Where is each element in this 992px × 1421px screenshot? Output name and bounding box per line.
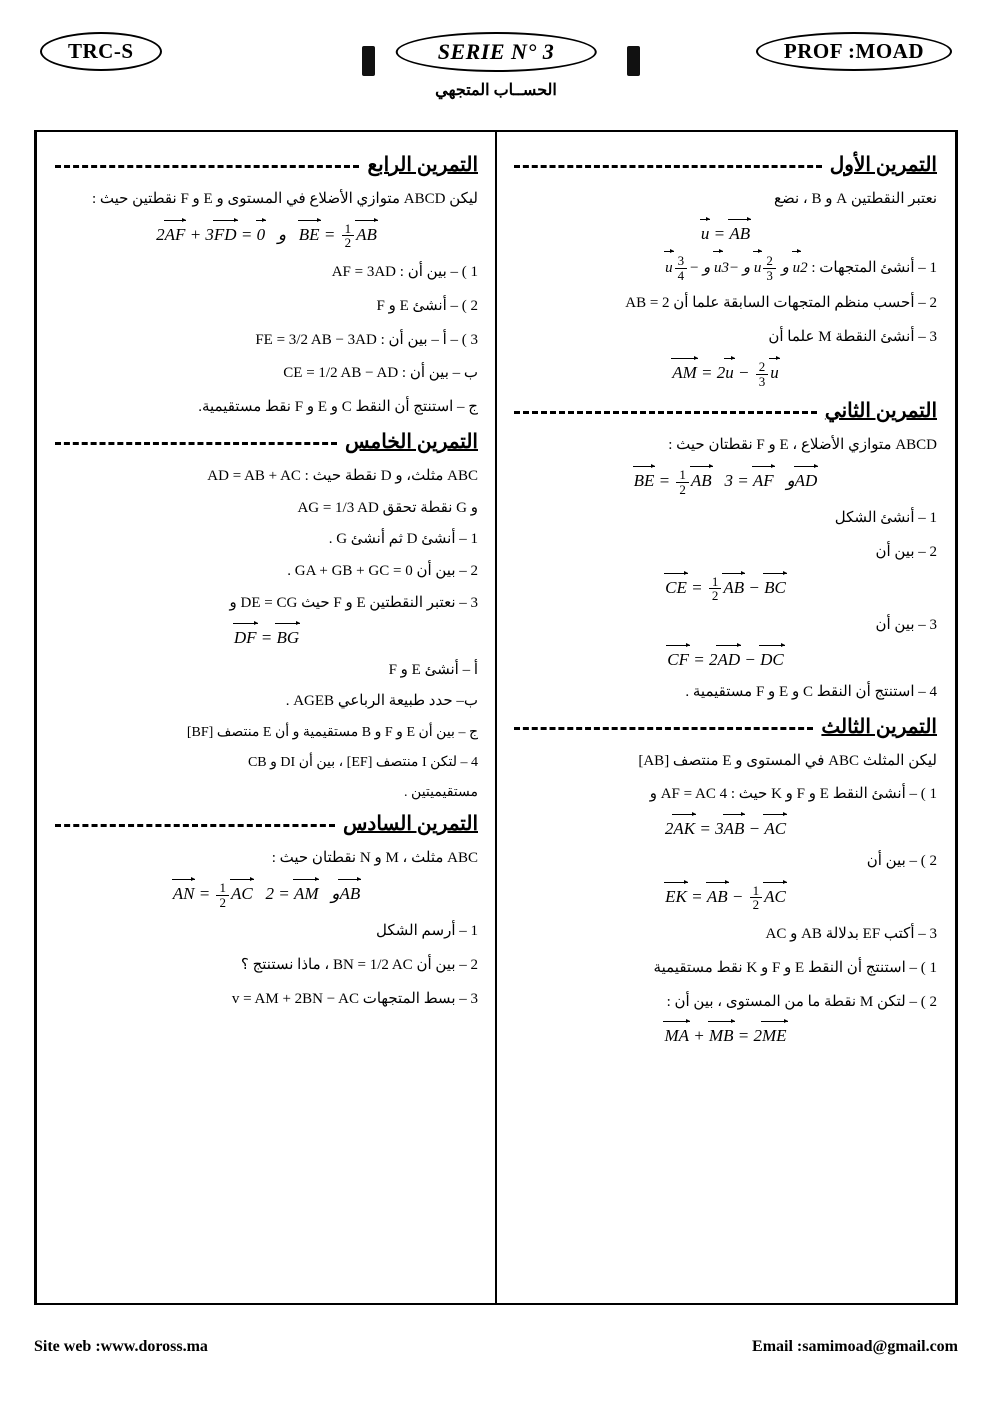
header-teacher-badge: PROF :MOAD	[756, 32, 952, 71]
exercise-3-m2: EK = AB − $\frac{1}{2}$ AC	[665, 882, 786, 913]
exercise-4-q4-text: ب – بين أن : CE = 1/2 AB − AD	[283, 365, 478, 382]
column-right	[496, 132, 955, 1303]
exercise-1-intro	[514, 187, 937, 212]
exercise-3-q3-text: 3 – أكتب EF بدلالة AB و AC	[765, 926, 937, 943]
exercise-5-intro: ABC مثلث، و D نقطة حيث : AD = AB + AC	[207, 467, 478, 484]
exercise-1-q2: 2 – أحسب منظم المتجهات السابقة علما أن AB = 2	[625, 295, 937, 312]
exercise-1-q1	[514, 254, 937, 283]
exercise-1-intro-text: نعتبر النقطتين A و B ، نضع	[774, 191, 937, 207]
exercise-5-q7: 4 – لتكن I منتصف [EF] ، بين أن DI و CB	[247, 755, 478, 771]
exercise-5-q1: 1 – أنشئ D ثم أنشئ G .	[328, 531, 478, 548]
exercise-6-header	[55, 811, 478, 836]
exercise-6-q3-text: 3 – بسط المتجهات v = AM + 2BN − AC	[231, 990, 478, 1007]
exercise-5-header	[55, 429, 478, 454]
exercise-5-intro2: و G نقطة تحقق AG = 1/3 AD	[297, 499, 478, 516]
exercise-2-intro: ABCD متوازي الأضلاع ، E و F نقطتان حيث :	[668, 437, 937, 454]
divider-dashed	[514, 727, 813, 730]
exercise-5-q2: 2 – بين أن GA + GB + GC = 0 .	[287, 563, 478, 580]
exercise-6-q3	[55, 987, 478, 1012]
exercise-2-q3: 3 – بين أن	[875, 617, 937, 634]
exercise-2-q1: 1 – أنشئ الشكل	[834, 510, 937, 527]
exercise-4-q4	[55, 361, 478, 386]
exercise-6-intro: ABC مثلث ، M و N نقطتان حيث :	[271, 850, 478, 867]
exercise-6-q2	[55, 953, 478, 978]
exercise-6-q1: 1 – أرسم الشكل	[376, 923, 478, 940]
exercise-3-q1-text: 1 ) – أنشئ النقط E و F و K حيث : 4 AF = AC و	[649, 786, 937, 803]
exercise-5-q6: ج – بين أن E و F و B مستقيمية و أن E منتصف [BF]	[186, 725, 478, 741]
exercise-1-q1-math: 2u و $\frac{2}{3}$ u و −3u و − $\frac{3}{4}$ u	[665, 253, 808, 283]
exercise-4-q1-text: 1 ) – بين أن : AF = 3AD	[331, 264, 478, 281]
exercise-4-m1: 2AF + 3FD = 0 و BE = $\frac{1}{2}$ AB	[156, 220, 377, 251]
exercise-5-q4: أ – أنشئ E و F	[388, 661, 478, 678]
exercise-3-m3: MA + MB = 2ME	[664, 1026, 787, 1046]
exercises-frame	[34, 130, 958, 1305]
exercise-4-q3	[55, 328, 478, 353]
exercise-1-header	[514, 152, 937, 177]
exercise-3-q2: 2 ) – بين أن	[866, 853, 937, 870]
exercise-1-intro-math: u = AB	[700, 223, 751, 243]
divider-dashed	[55, 442, 337, 445]
exercise-4-q1	[55, 260, 478, 285]
header-subtitle: الحســاب المتجهي	[435, 82, 557, 99]
column-left	[37, 132, 496, 1303]
exercise-2-m3: CF = 2AD − DC	[667, 649, 784, 669]
exercise-3-q5: 2 ) – لتكن M نقطة ما من المستوى ، بين أن :	[666, 993, 937, 1010]
header-bar-left	[362, 46, 375, 76]
exercise-5-title: التمرين الخامس	[345, 430, 478, 453]
exercise-3-q1	[514, 782, 937, 807]
exercise-2-title: التمرين الثاني	[824, 400, 937, 423]
header-series-badge: SERIE N° 3	[396, 32, 597, 72]
footer-email[interactable]: Email :samimoad@gmail.com	[752, 1338, 958, 1355]
exercise-1-q3-math: AM = 2u − $\frac{2}{3}$ u	[672, 358, 779, 389]
exercise-4-title: التمرين الرابع	[367, 154, 478, 176]
exercise-4-q2: 2 ) – أنشئ E و F	[376, 297, 478, 314]
exercise-4-intro: ليكن ABCD متوازي الأضلاع في المستوى و E و F نقطتين حيث :	[91, 191, 478, 207]
exercise-5-q3: 3 – نعتبر النقطتين E و F حيث DE = CG و	[229, 594, 478, 611]
page-footer	[34, 1338, 958, 1356]
worksheet-page	[0, 18, 992, 1421]
exercise-3-m1: 2AK = 3AB − AC	[664, 819, 787, 839]
exercise-2-m1: BE = $\frac{1}{2}$ AB و AF = 3 AD	[633, 466, 818, 497]
exercise-6-q2-text: 2 – بين أن BN = 1/2 AC ، ماذا نستنتج ؟	[240, 957, 478, 974]
exercise-6-m1: AN = $\frac{1}{2}$ AC و AM = 2 AB	[172, 880, 361, 910]
exercise-2-m2: CE = $\frac{1}{2}$ AB − BC	[665, 573, 786, 604]
exercise-2-header	[514, 398, 937, 423]
page-header	[22, 18, 970, 118]
divider-dashed	[55, 824, 335, 827]
exercise-1-title: التمرين الأول	[829, 154, 937, 176]
exercise-3-intro: ليكن المثلث ABC في المستوى و E منتصف [AB]	[638, 752, 937, 769]
exercise-1-q1-text: 1 – أنشئ المتجهات :	[811, 259, 937, 276]
exercise-1-q3: 3 – أنشئ النقطة M علما أن	[768, 329, 937, 346]
exercise-2-q4: 4 – استنتج أن النقط C و E و F مستقيمية .	[685, 683, 937, 700]
divider-dashed	[514, 165, 822, 168]
divider-dashed	[514, 411, 817, 414]
exercise-2-q2: 2 – بين أن	[875, 544, 937, 561]
exercise-6-title: التمرين السادس	[343, 813, 478, 836]
exercise-3-q4: 1 ) – استنتج أن النقط E و F و K نقط مستقيمية	[653, 959, 937, 976]
exercise-5-q8: مستقيميتين .	[404, 785, 478, 801]
exercise-3-q3	[514, 922, 937, 947]
exercise-4-header	[55, 152, 478, 177]
exercise-4-q3-text: 3 ) – أ – بين أن : FE = 3/2 AB − 3AD	[255, 331, 478, 348]
exercise-4-q5: ج – استنتج أن النقط C و E و F نقط مستقيمية.	[198, 399, 478, 416]
exercise-3-header	[514, 714, 937, 739]
header-bar-right	[627, 46, 640, 76]
header-course-badge: TRC-S	[40, 32, 162, 71]
divider-dashed	[55, 165, 359, 168]
exercise-5-q5: ب– حدد طبيعة الرباعي AGEB .	[285, 693, 478, 710]
exercise-3-title: التمرين الثالث	[821, 715, 937, 738]
footer-site[interactable]: Site web :www.doross.ma	[34, 1338, 208, 1355]
exercise-5-m1: DF = BG	[233, 627, 300, 647]
